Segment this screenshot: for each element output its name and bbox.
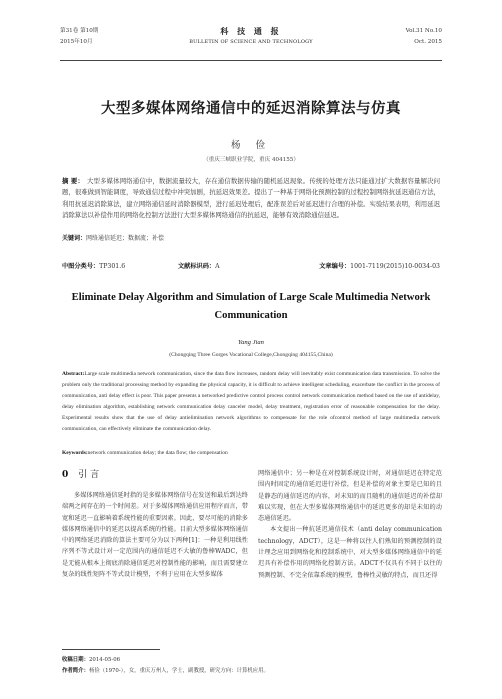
paper-title-en: Eliminate Delay Algorithm and Simulation of Large Scale Multimedia Network Communication xyxy=(71,292,431,321)
section-title: 引 言 xyxy=(78,470,100,480)
received-date: 收稿日期：2014-05-06 xyxy=(62,657,121,663)
journal-header xyxy=(60,10,442,58)
document-code: 文献标识码：A xyxy=(178,263,220,270)
abstract-zh-text: 大型多媒体网络通信中，数据流量较大，存在通信数据传输的随机延迟现象。传统的处理方法只能通过扩大数据容量解决问题，很难做到智能调度，导致通信过程中冲突加剧，抗延迟效果差。提出了一种基于网络化预测控制的过程控制网络抗延迟通信方法，利用抗延迟消除算法，建立网络通信延时消除器模型，进行延迟处理后，配准误差后对延迟进行合理的补偿。实验结果表明，利用延迟消除算法以补偿作用的网络化控制方法进行大型多媒体网络通信的抗延迟，能够有效消除通信延迟。 xyxy=(62,177,440,220)
abstract-zh-label: 摘 要： xyxy=(62,177,84,185)
abstract-zh xyxy=(62,176,440,222)
header-right xyxy=(406,26,442,48)
issue-date-en: Oct. 2015 xyxy=(414,39,442,45)
section-heading xyxy=(62,467,99,480)
affiliation-en: (Chongqing Three Gorges Vocational College,Chongqing 404155,China) xyxy=(169,352,333,358)
clc-number: 中图分类号：TP301.6 xyxy=(62,263,126,270)
journal-name-en: BULLETIN OF SCIENCE AND TECHNOLOGY xyxy=(189,39,313,45)
body-paragraph: 网络通信中；另一种是在对控制系统设计时，对通信延迟在特定范围内时固定的通信延迟进行补偿，但是补偿的对象主要是已知的且是静态的通信延迟的内容，对未知的而且随机的通信延迟的补偿却难以实现，但在大型多媒体网络通信中的延迟更多的却是未知的动态通信延迟。 xyxy=(258,470,442,523)
footnote xyxy=(62,655,442,676)
keywords-en-label: Keywords: xyxy=(62,450,88,456)
header-center xyxy=(60,26,442,48)
keywords-zh-text: 网络通信延迟；数据流；补偿 xyxy=(86,235,165,242)
issue-date-zh: 2015年10月 xyxy=(60,39,93,45)
body-column-right xyxy=(258,468,442,581)
abstract-en-label: Abstract: xyxy=(62,371,85,377)
abstract-en-text: Large scale multimedia network communication, since the data flow increases, random delay will inevitably exist communication data transmission. To solve the problem only the traditional processing method by expanding the physical capacity, it is difficult to achieve intelligent scheduling, exacerbate the conflict in the process of communication, anti delay effect is poor. This paper presents a networked predictive control process control network communication method based on the use of antidelay, delay elimination algorithm, establishing network communication delay canceler model, delay treatment, registration error of reasonable compensation for the delay. Experimental results show that the use of delay antielimination network algorithms to compensate for the role ofcontrol method of large multimedia network communication, can effectively eliminate the communication delay. xyxy=(62,371,440,432)
keywords-zh xyxy=(62,233,440,244)
footnote-rule xyxy=(62,649,160,650)
journal-name-zh: 科 技 通 报 xyxy=(220,26,282,36)
body-column-left: 多媒体网络通信延时指的是多媒体网络信号在发送和最后到达终端两之间存在的一个时间差。对于多媒体网络通信应用程序而言，带宽和延迟一直影响着系统性能的重要因素。因此，要尽可能的消除多媒体网络通信中的延迟以提高系统的性能。目前大型多媒体网络通信中的网络延迟消除的算法主要可分为以下两种[1]：一种是利用线性序列不等式设计对一定范围内的通信延迟不大敏的鲁棒WADC，但是无能从根本上彻底消除通信延迟对控制性能的影响，而且需要建立复杂的线性矩阵不等式设计模型，不利于应用在大型多媒体 xyxy=(62,492,248,579)
author-en: Yang Jian xyxy=(238,339,264,346)
header-rule xyxy=(60,60,442,61)
section-number: 0 xyxy=(62,470,69,480)
paper-title-zh: 大型多媒体网络通信中的延迟消除算法与仿真 xyxy=(101,100,401,117)
body-paragraph: 本文提出一种抗延迟通信技术（anti delay communication technology，ADCT），这是一种将以往人们熟知的预测控制的设计理念应用到网络化和控制系统中，对大型多媒体网络通信中的延迟具有补偿作用的网络化控制方法。ADCT不仅具有不同于以往的预测控制、不完全依靠系统的模型，鲁棒性灵敏的特点，而且还得 xyxy=(258,526,442,579)
abstract-en xyxy=(62,369,440,435)
keywords-en xyxy=(62,448,440,459)
volume-issue-en: Vol.31 No.10 xyxy=(405,28,442,34)
classification-row xyxy=(62,261,440,271)
author-zh: 杨 俭 xyxy=(230,140,272,151)
article-number: 文章编号：1001-7119(2015)10-0034-03 xyxy=(319,263,440,270)
keywords-zh-label: 关键词： xyxy=(62,235,87,242)
volume-issue-zh: 第31卷 第10期 xyxy=(60,28,99,34)
keywords-en-text: network communication delay; the data flow; the compensation xyxy=(87,450,228,456)
affiliation-zh: （重庆三峡职业学院，重庆 404155） xyxy=(203,157,299,163)
author-bio: 作者简介：杨俭（1970-），女，重庆万州人，学士，副教授，研究方向：计算机应用。 xyxy=(62,667,269,674)
